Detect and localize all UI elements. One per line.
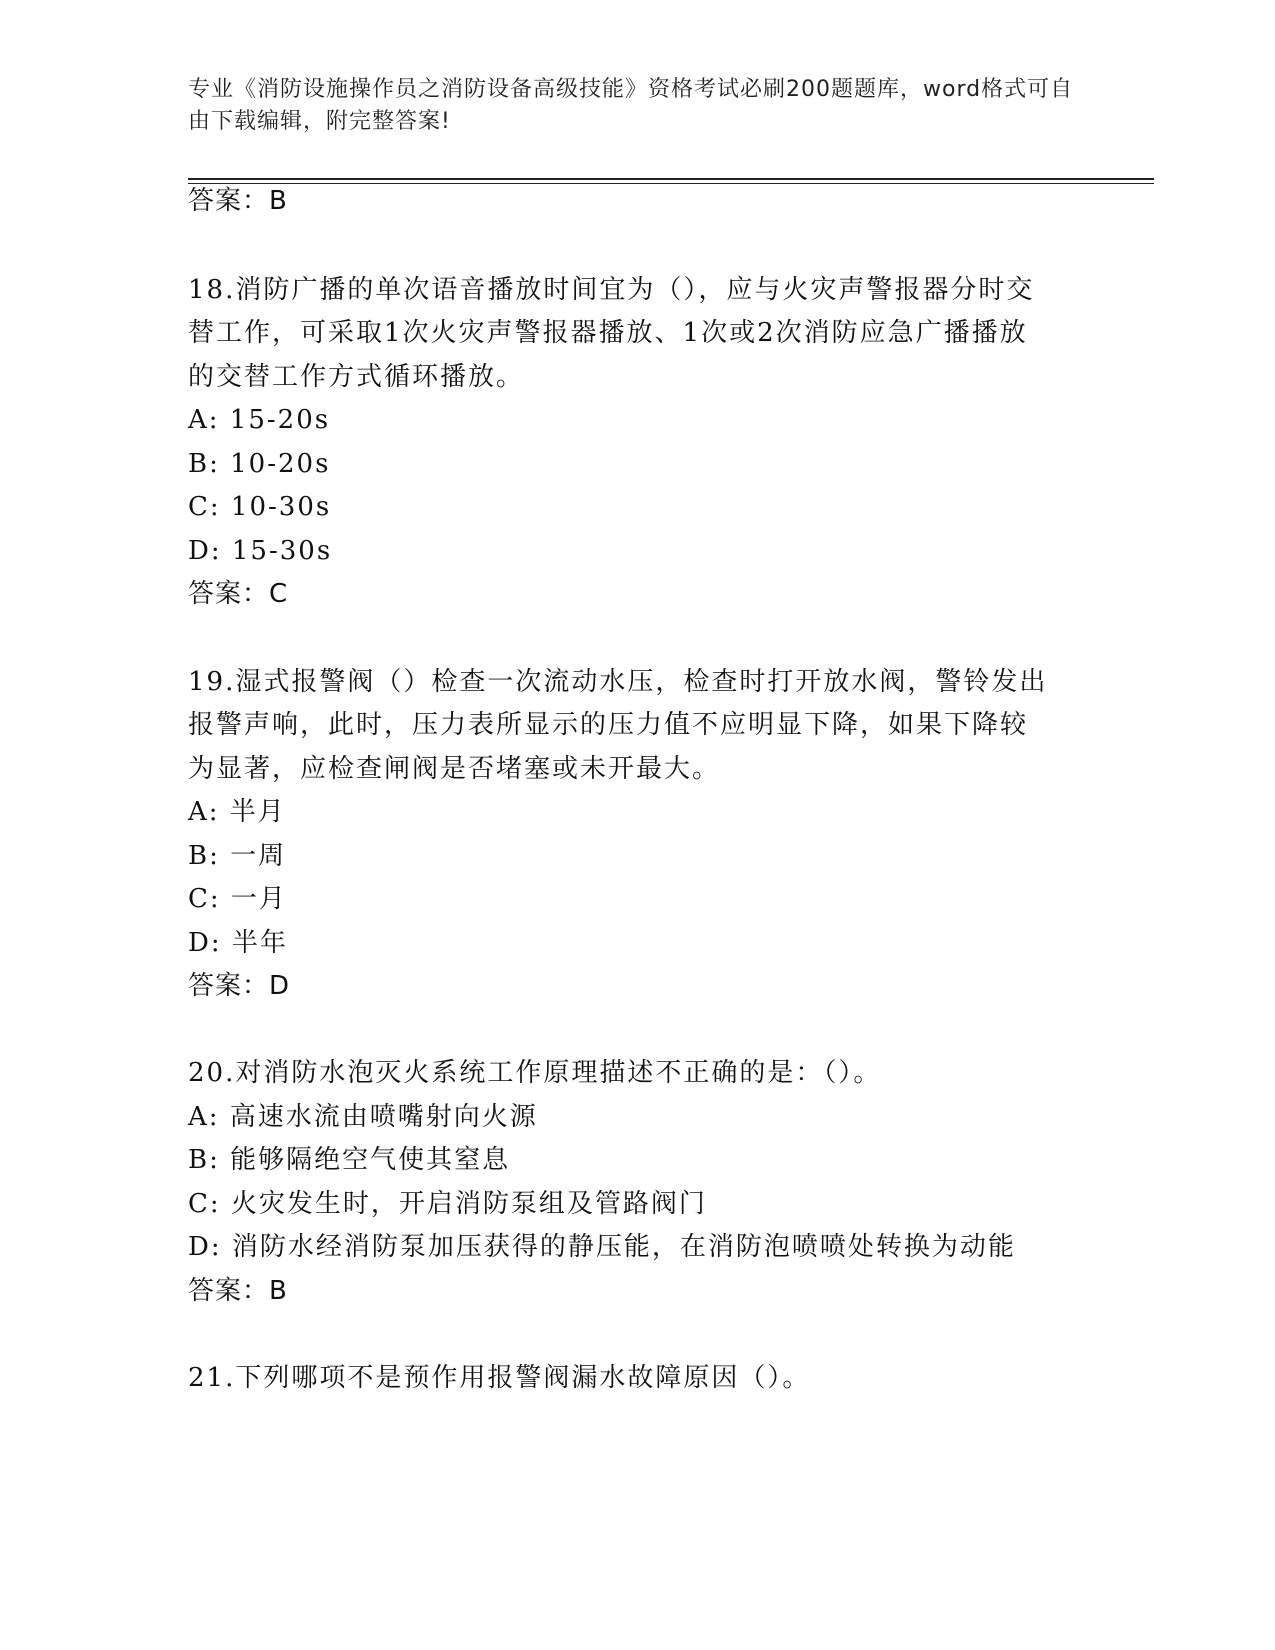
answer-17: 答案：B bbox=[188, 186, 288, 216]
document-header: 专业《消防设施操作员之消防设备高级技能》资格考试必刷200题题库，word格式可自由下载编辑，附完整答案! bbox=[188, 77, 1074, 134]
question-18-line-1: 18.消防广播的单次语音播放时间宜为（），应与火灾声警报器分时交 bbox=[188, 275, 1035, 305]
question-21-line-1: 21.下列哪项不是预作用报警阀漏水故障原因（）。 bbox=[188, 1363, 811, 1393]
question-18-line-2: 替工作，可采取1次火灾声警报器播放、1次或2次消防应急广播播放 bbox=[188, 318, 1028, 348]
answer-19: 答案：D bbox=[188, 971, 291, 1001]
answer-20: 答案：B bbox=[188, 1276, 288, 1306]
question-18-line-3: 的交替工作方式循环播放。 bbox=[188, 362, 525, 392]
answer-18: 答案：C bbox=[188, 579, 289, 609]
header-divider bbox=[188, 178, 1154, 180]
question-20-line-1: 20.对消防水泡灭火系统工作原理描述不正确的是：（）。 bbox=[188, 1058, 882, 1088]
question-18-option-d: D: 15-30s bbox=[188, 536, 333, 566]
question-20-option-a: A: 高速水流由喷嘴射向火源 bbox=[188, 1102, 538, 1132]
question-18-option-a: A: 15-20s bbox=[188, 405, 331, 435]
question-18-option-b: B: 10-20s bbox=[188, 449, 331, 479]
question-19-line-3: 为显著，应检查闸阀是否堵塞或未开最大。 bbox=[188, 754, 721, 784]
question-19-line-2: 报警声响，此时，压力表所显示的压力值不应明显下降，如果下降较 bbox=[188, 710, 1029, 740]
question-19-option-d: D: 半年 bbox=[188, 928, 288, 958]
header-divider-thin bbox=[188, 183, 1154, 184]
question-19-option-a: A: 半月 bbox=[188, 797, 286, 827]
question-20-option-b: B: 能够隔绝空气使其窒息 bbox=[188, 1145, 511, 1175]
question-19-option-b: B: 一周 bbox=[188, 841, 287, 871]
question-20-option-c: C: 火灾发生时，开启消防泵组及管路阀门 bbox=[188, 1189, 707, 1219]
question-20-option-d: D: 消防水经消防泵加压获得的静压能，在消防泡喷喷处转换为动能 bbox=[188, 1232, 1016, 1262]
question-19-option-c: C: 一月 bbox=[188, 884, 287, 914]
question-18-option-c: C: 10-30s bbox=[188, 492, 332, 522]
question-19-line-1: 19.湿式报警阀（）检查一次流动水压，检查时打开放水阀，警铃发出 bbox=[188, 667, 1048, 697]
